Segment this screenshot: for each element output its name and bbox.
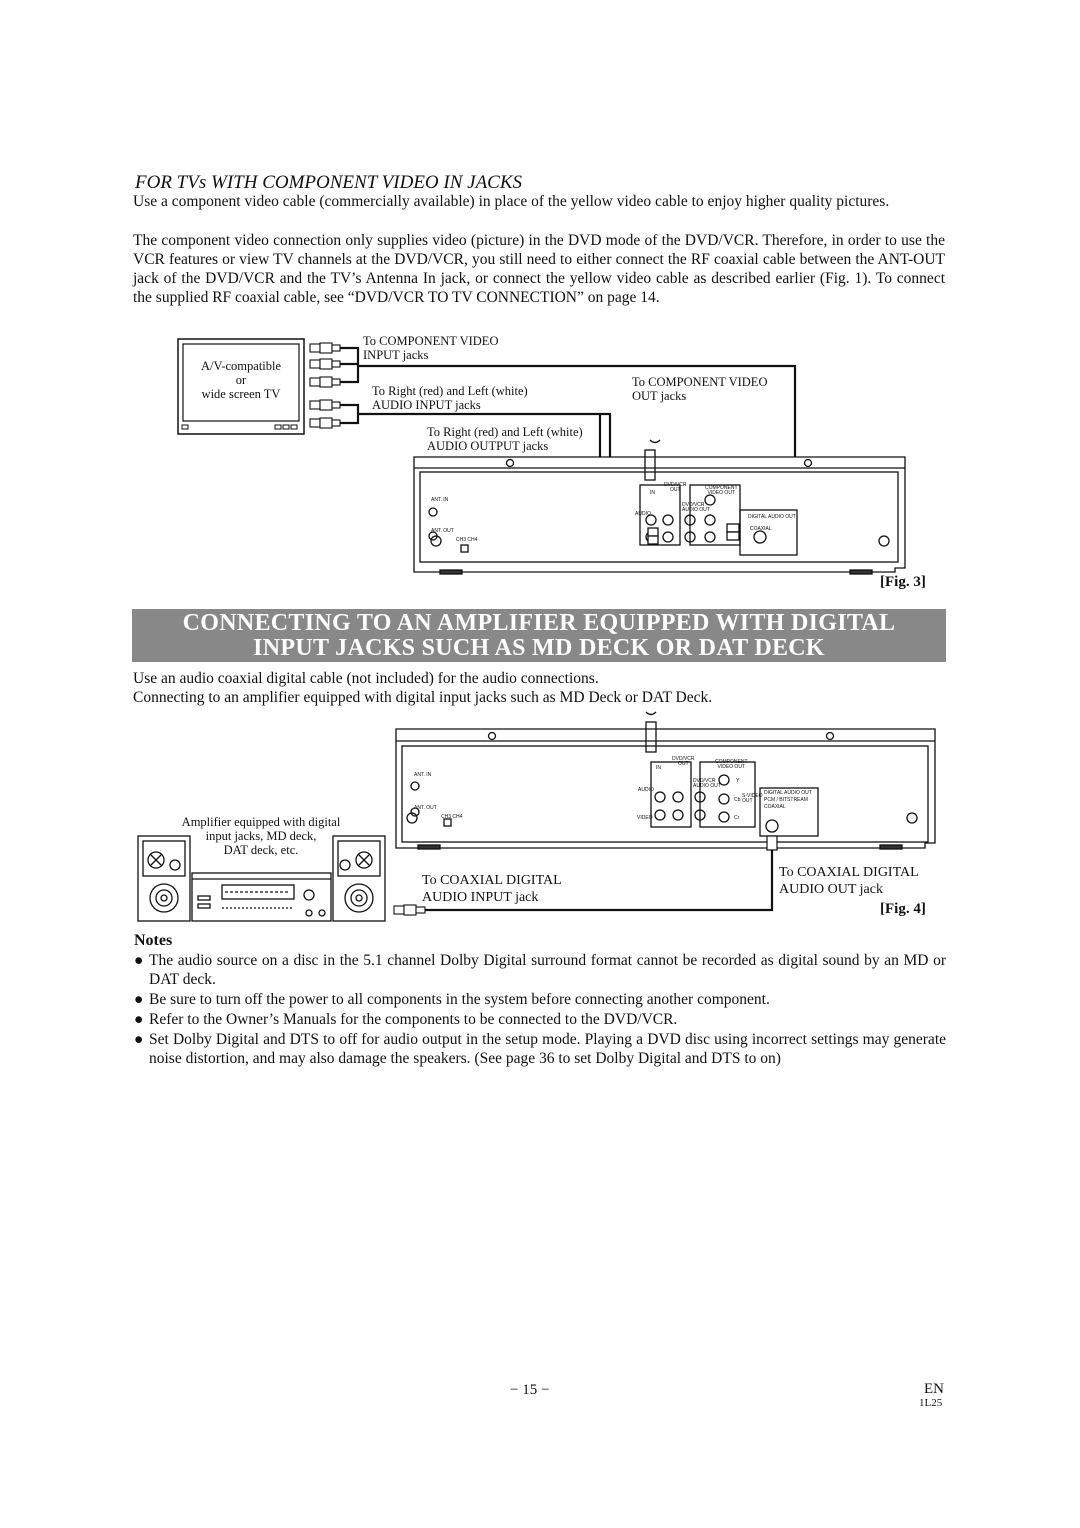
component-paragraph-2: The component video connection only supplies video (picture) in the DVD mode of the DVD/VCR. Therefore, in order to use the VCR features or view TV channels at the DVD/VCR, you still need to either connect the RF coaxial cable between the ANT-OUT jack of the DVD/VCR and the TV’s Antenna In jack, or connect the yellow video cable as described earlier (Fig. 1). To connect the supplied RF coaxial cable, see “DVD/VCR TO TV CONNECTION” on page 14. bbox=[133, 232, 945, 306]
pcm-bitstream-label-fig4: PCM / BITSTREAM bbox=[764, 797, 808, 803]
dvdvcr-out-label-fig4: DVD/VCR OUT bbox=[672, 756, 695, 767]
bullet-icon: ● bbox=[134, 1011, 144, 1028]
digital-audio-out-label-fig4: DIGITAL AUDIO OUT bbox=[764, 790, 812, 796]
document-code: 1L25 bbox=[919, 1397, 943, 1409]
cr-label-fig4: Cr bbox=[734, 815, 740, 821]
amplifier-paragraph-2: Connecting to an amplifier equipped with digital input jacks such as MD Deck or DAT Deck. bbox=[133, 689, 713, 706]
bullet-icon: ● bbox=[134, 1031, 144, 1048]
y-label-fig4: Y bbox=[736, 778, 740, 784]
language-code: EN bbox=[924, 1381, 944, 1397]
banner-line-2: INPUT JACKS SUCH AS MD DECK OR DAT DECK bbox=[253, 634, 825, 661]
video-label-fig4: VIDEO bbox=[637, 815, 653, 821]
list-item: ● The audio source on a disc in the 5.1 channel Dolby Digital surround format cannot be recorded as digital sound by an MD or DAT deck. bbox=[134, 952, 946, 988]
notes-heading: Notes bbox=[134, 932, 173, 949]
notes-list bbox=[134, 951, 946, 1069]
dvdvcr-back-panel-fig3 bbox=[414, 440, 905, 574]
amplifier-section-banner bbox=[132, 609, 946, 662]
dvdvcr-back-panel-fig4 bbox=[396, 712, 935, 849]
fig3-label: [Fig. 3] bbox=[880, 574, 926, 590]
amp-plug bbox=[394, 905, 425, 915]
fig4-label: [Fig. 4] bbox=[880, 901, 926, 917]
page-number: − 15 − bbox=[510, 1382, 550, 1398]
bullet-icon: ● bbox=[134, 952, 144, 969]
ant-in-label-fig3: ANT. IN bbox=[431, 497, 449, 503]
amplifier-paragraph-1: Use an audio coaxial digital cable (not included) for the audio connections. bbox=[133, 670, 599, 687]
audio-output-label: To Right (red) and Left (white) AUDIO OUTPUT jacks bbox=[427, 425, 583, 453]
list-item: ● Be sure to turn off the power to all components in the system before connecting another component. bbox=[134, 991, 770, 1008]
list-item: ● Set Dolby Digital and DTS to off for audio output in the setup mode. Playing a DVD disc using incorrect settings may generate noise distortion, and may also damage the speakers. (See page 36 to set Dolby Digital and DTS to on) bbox=[134, 1031, 946, 1067]
banner-line-1: CONNECTING TO AN AMPLIFIER EQUIPPED WITH DIGITAL bbox=[182, 610, 896, 636]
ant-out-label-fig4: ANT. OUT bbox=[414, 805, 437, 811]
dvdvcr-out-label-fig3: DVD/VCR OUT bbox=[664, 482, 687, 493]
component-out-label-fig4: COMPONENT VIDEO OUT bbox=[715, 759, 748, 770]
audio-label-fig4: AUDIO bbox=[638, 787, 654, 793]
coaxial-label-fig3: COAXIAL bbox=[750, 526, 772, 532]
in-label-fig4: IN bbox=[656, 765, 661, 771]
ant-in-label-fig4: ANT. IN bbox=[414, 772, 432, 778]
coaxial-label-fig4: COAXIAL bbox=[764, 804, 786, 810]
tv-label: A/V-compatible or wide screen TV bbox=[200, 359, 282, 401]
list-item: ● Refer to the Owner’s Manuals for the components to be connected to the DVD/VCR. bbox=[134, 1011, 678, 1028]
dvdvcr-audio-out-label-fig4: DVD/VCR AUDIO OUT bbox=[693, 778, 721, 789]
section-heading-component: FOR TVs WITH COMPONENT VIDEO IN JACKS bbox=[135, 172, 523, 193]
cb-label-fig4: Cb bbox=[734, 797, 741, 803]
component-input-label: To COMPONENT VIDEO INPUT jacks bbox=[363, 334, 499, 362]
component-paragraph-1: Use a component video cable (commercially available) in place of the yellow video cable to enjoy higher quality pictures. bbox=[133, 193, 890, 210]
ch-label-fig3: CH3 CH4 bbox=[456, 537, 478, 543]
component-output-label: To COMPONENT VIDEO OUT jacks bbox=[632, 375, 768, 403]
in-label-fig3: IN bbox=[650, 490, 655, 496]
svideo-out-label-fig4: S-VIDEO OUT bbox=[742, 793, 763, 804]
coax-input-label: To COAXIAL DIGITAL AUDIO INPUT jack bbox=[422, 873, 562, 905]
digital-audio-out-label-fig3: DIGITAL AUDIO OUT bbox=[748, 514, 796, 520]
tv-connector-plugs bbox=[310, 343, 340, 428]
audio-label-fig3: AUDIO bbox=[635, 511, 651, 517]
component-out-label-fig3: COMPONENT VIDEO OUT bbox=[705, 485, 738, 496]
amplifier-label: Amplifier equipped with digital input jacks, MD deck, DAT deck, etc. bbox=[181, 815, 341, 857]
ant-out-label-fig3: ANT. OUT bbox=[431, 528, 454, 534]
coax-output-label: To COAXIAL DIGITAL AUDIO OUT jack bbox=[779, 865, 919, 897]
ch-label-fig4: CH3 CH4 bbox=[441, 814, 463, 820]
audio-input-label: To Right (red) and Left (white) AUDIO INPUT jacks bbox=[372, 384, 528, 412]
dvdvcr-audio-out-label-fig3: DVD/VCR AUDIO OUT bbox=[682, 502, 710, 513]
bullet-icon: ● bbox=[134, 991, 144, 1008]
